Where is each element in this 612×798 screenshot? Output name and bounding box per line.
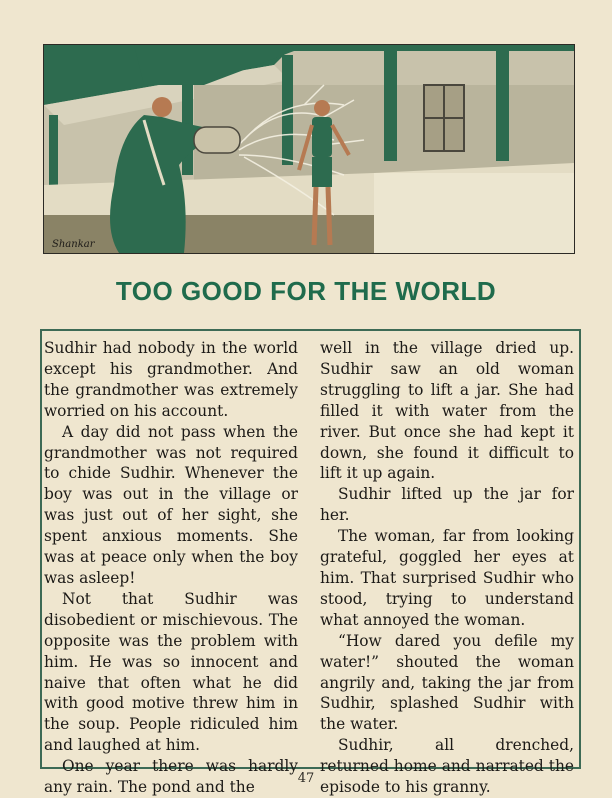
water-jar xyxy=(194,127,240,153)
paragraph: Sudhir, all drenched, returned home and narrated the episode to his granny. xyxy=(320,736,574,797)
paragraph: Sudhir lifted up the jar for her. xyxy=(320,485,574,525)
pillar xyxy=(384,51,397,161)
page-number: 47 xyxy=(297,771,315,786)
story-illustration xyxy=(43,44,575,254)
right-column xyxy=(320,338,574,798)
paragraph: The woman, far from looking grateful, goggled her eyes at him. That surprised Sudhir who stood, trying to understand what annoyed the woman. xyxy=(320,527,574,629)
paragraph: One year there was hardly any rain. The pond and the xyxy=(44,757,298,797)
paragraph: well in the village dried up. Sudhir saw an old woman struggling to lift a jar. She had filled it with water from the river. But once she had kept it down, she found it difficult to lift it up again. xyxy=(320,339,574,483)
artist-signature: Shankar xyxy=(52,239,95,250)
paragraph: A day did not pass when the grandmother was not required to chide Sudhir. Whenever the boy was out in the village or was just out of her sight, she spent anxious moments. She was at peace only when the boy was asleep! xyxy=(44,422,298,587)
paragraph: Sudhir had nobody in the world except his grandmother. And the grandmother was extremely worried on his account. xyxy=(44,339,298,420)
paragraph: “How dared you defile my water!” shouted the woman angrily and, taking the jar from Sudhir, splashed Sudhir with the water. xyxy=(320,631,574,734)
pillar xyxy=(49,115,58,185)
paragraph: Not that Sudhir was disobedient or mischievous. The opposite was the problem with him. He was so innocent and naive that often what he did with good motive threw him in the soup. People ridiculed him and laughed at him. xyxy=(44,589,298,755)
illustration-svg xyxy=(44,45,574,253)
story-title: TOO GOOD FOR THE WORLD xyxy=(115,276,497,306)
pillar xyxy=(496,51,509,161)
left-column xyxy=(44,338,298,798)
